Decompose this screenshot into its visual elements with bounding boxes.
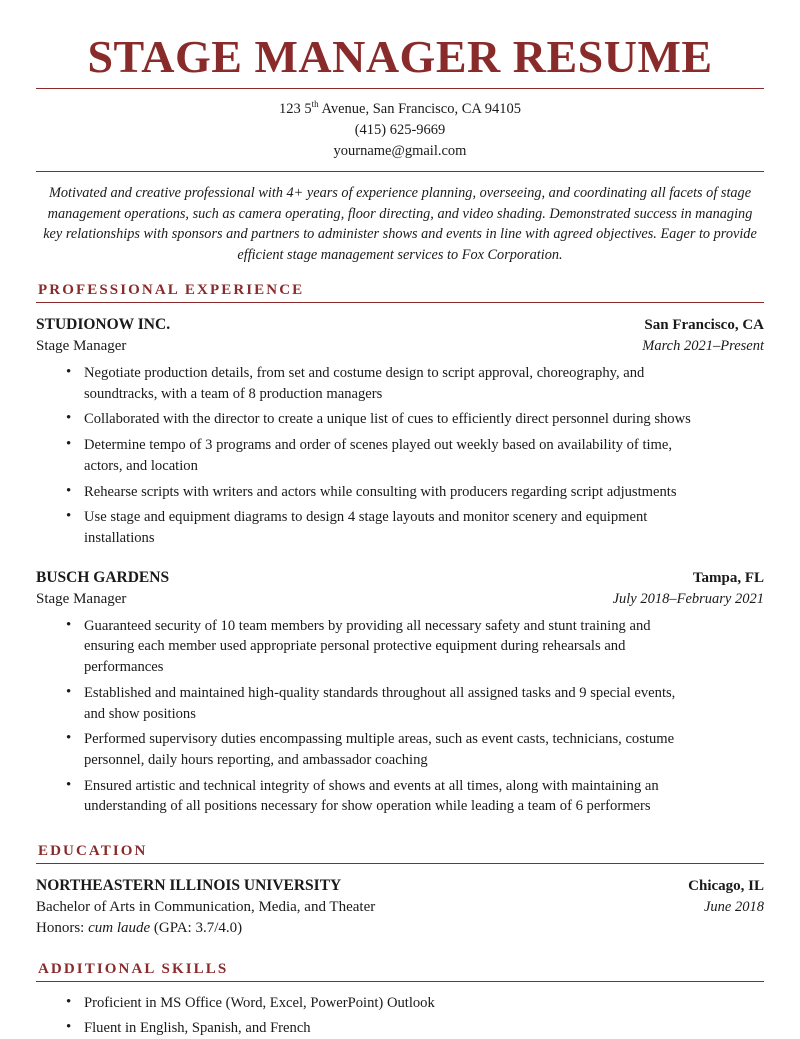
experience-bullet-list <box>36 616 764 817</box>
experience-entry <box>36 567 764 817</box>
list-item: • Collaborated with the director to create a unique list of cues to efficiently direct personnel during shows <box>36 409 764 430</box>
list-item: • Ensured artistic and technical integrity of shows and events at all times, along with maintaining an understanding of all positions necessary for show operation while leading a team of 6 performers <box>36 776 764 817</box>
contact-block <box>36 89 764 171</box>
resume-header <box>36 31 764 280</box>
section-additional-skills <box>36 961 764 1038</box>
address-ordinal-suffix: th <box>311 99 319 110</box>
section-education <box>36 843 764 939</box>
list-item: • Fluent in English, Spanish, and French <box>36 1018 764 1039</box>
list-item: • Negotiate production details, from set and costume design to script approval, choreography, and soundtracks, with a team of 8 production managers <box>36 363 764 404</box>
experience-entry-header <box>36 567 764 589</box>
degree-name: Bachelor of Arts in Communication, Media, and Theater <box>36 899 376 916</box>
resume-content <box>36 0 764 1039</box>
job-title: Stage Manager <box>36 337 127 354</box>
experience-entry-subheader <box>36 336 764 357</box>
education-entry-header <box>36 875 764 897</box>
school-location: Chicago, IL <box>688 878 764 895</box>
honors-label: Honors: <box>36 920 89 937</box>
list-item: • Established and maintained high-quality standards throughout all assigned tasks and 9 special events, and show positions <box>36 683 764 724</box>
honors-gpa: (GPA: 3.7/4.0) <box>150 920 243 937</box>
contact-email[interactable]: yourname@gmail.com <box>333 143 467 160</box>
experience-entry-subheader <box>36 589 764 610</box>
skills-bullet-list <box>36 993 764 1038</box>
section-divider-education <box>36 863 764 864</box>
list-item: • Performed supervisory duties encompassing multiple areas, such as event casts, technicians, costume personnel, daily hours reporting, and ambassador coaching <box>36 729 764 770</box>
list-item: • Use stage and equipment diagrams to design 4 stage layouts and monitor scenery and equipment installations <box>36 507 764 548</box>
employment-dates: July 2018–February 2021 <box>612 590 764 607</box>
contact-address <box>36 99 764 120</box>
section-divider-skills <box>36 981 764 982</box>
list-item: • Determine tempo of 3 programs and order of scenes played out weekly based on availability of time, actors, and location <box>36 435 764 476</box>
employer-location: Tampa, FL <box>692 569 764 586</box>
contact-phone[interactable]: (415) 625-9669 <box>354 122 446 139</box>
experience-entry-header <box>36 314 764 336</box>
section-heading-skills: ADDITIONAL SKILLS <box>38 961 229 978</box>
professional-summary: Motivated and creative professional with 4+ years of experience planning, overseeing, and coordinating all facets of stage management operations, such as camera operating, floor directing, and video shading. Demonstrated success in managing key relationships with sponsors and partners to administer shows and events in line with agreed objectives. Eager to provide efficient stage management services to Fox Corporation. <box>43 185 757 264</box>
education-entry-subheader <box>36 897 764 918</box>
address-rest: Avenue, San Francisco, CA 94105 <box>318 101 521 117</box>
job-title: Stage Manager <box>36 590 127 607</box>
experience-bullet-list <box>36 363 764 549</box>
employment-dates: March 2021–Present <box>642 337 764 354</box>
page-title: STAGE MANAGER RESUME <box>87 31 713 82</box>
section-divider-experience <box>36 302 764 303</box>
honors-distinction: cum laude <box>88 920 151 937</box>
address-number: 123 5 <box>279 101 312 117</box>
school-name: NORTHEASTERN ILLINOIS UNIVERSITY <box>36 877 342 895</box>
experience-entry <box>36 314 764 549</box>
employer-name: BUSCH GARDENS <box>36 568 170 586</box>
list-item: • Guaranteed security of 10 team members by providing all necessary safety and stunt training and ensuring each member used appropriate personal protective equipment during rehearsals and performances <box>36 616 764 678</box>
employer-name: STUDIONOW INC. <box>36 315 171 333</box>
list-item: • Proficient in MS Office (Word, Excel, PowerPoint) Outlook <box>36 993 764 1014</box>
employer-location: San Francisco, CA <box>644 316 764 333</box>
education-entry <box>36 875 764 939</box>
education-honors <box>36 918 764 939</box>
graduation-date: June 2018 <box>704 899 764 916</box>
section-heading-education: EDUCATION <box>38 843 148 860</box>
section-heading-experience: PROFESSIONAL EXPERIENCE <box>38 281 305 298</box>
list-item: • Rehearse scripts with writers and actors while consulting with producers regarding script adjustments <box>36 482 764 503</box>
section-professional-experience <box>36 282 764 817</box>
